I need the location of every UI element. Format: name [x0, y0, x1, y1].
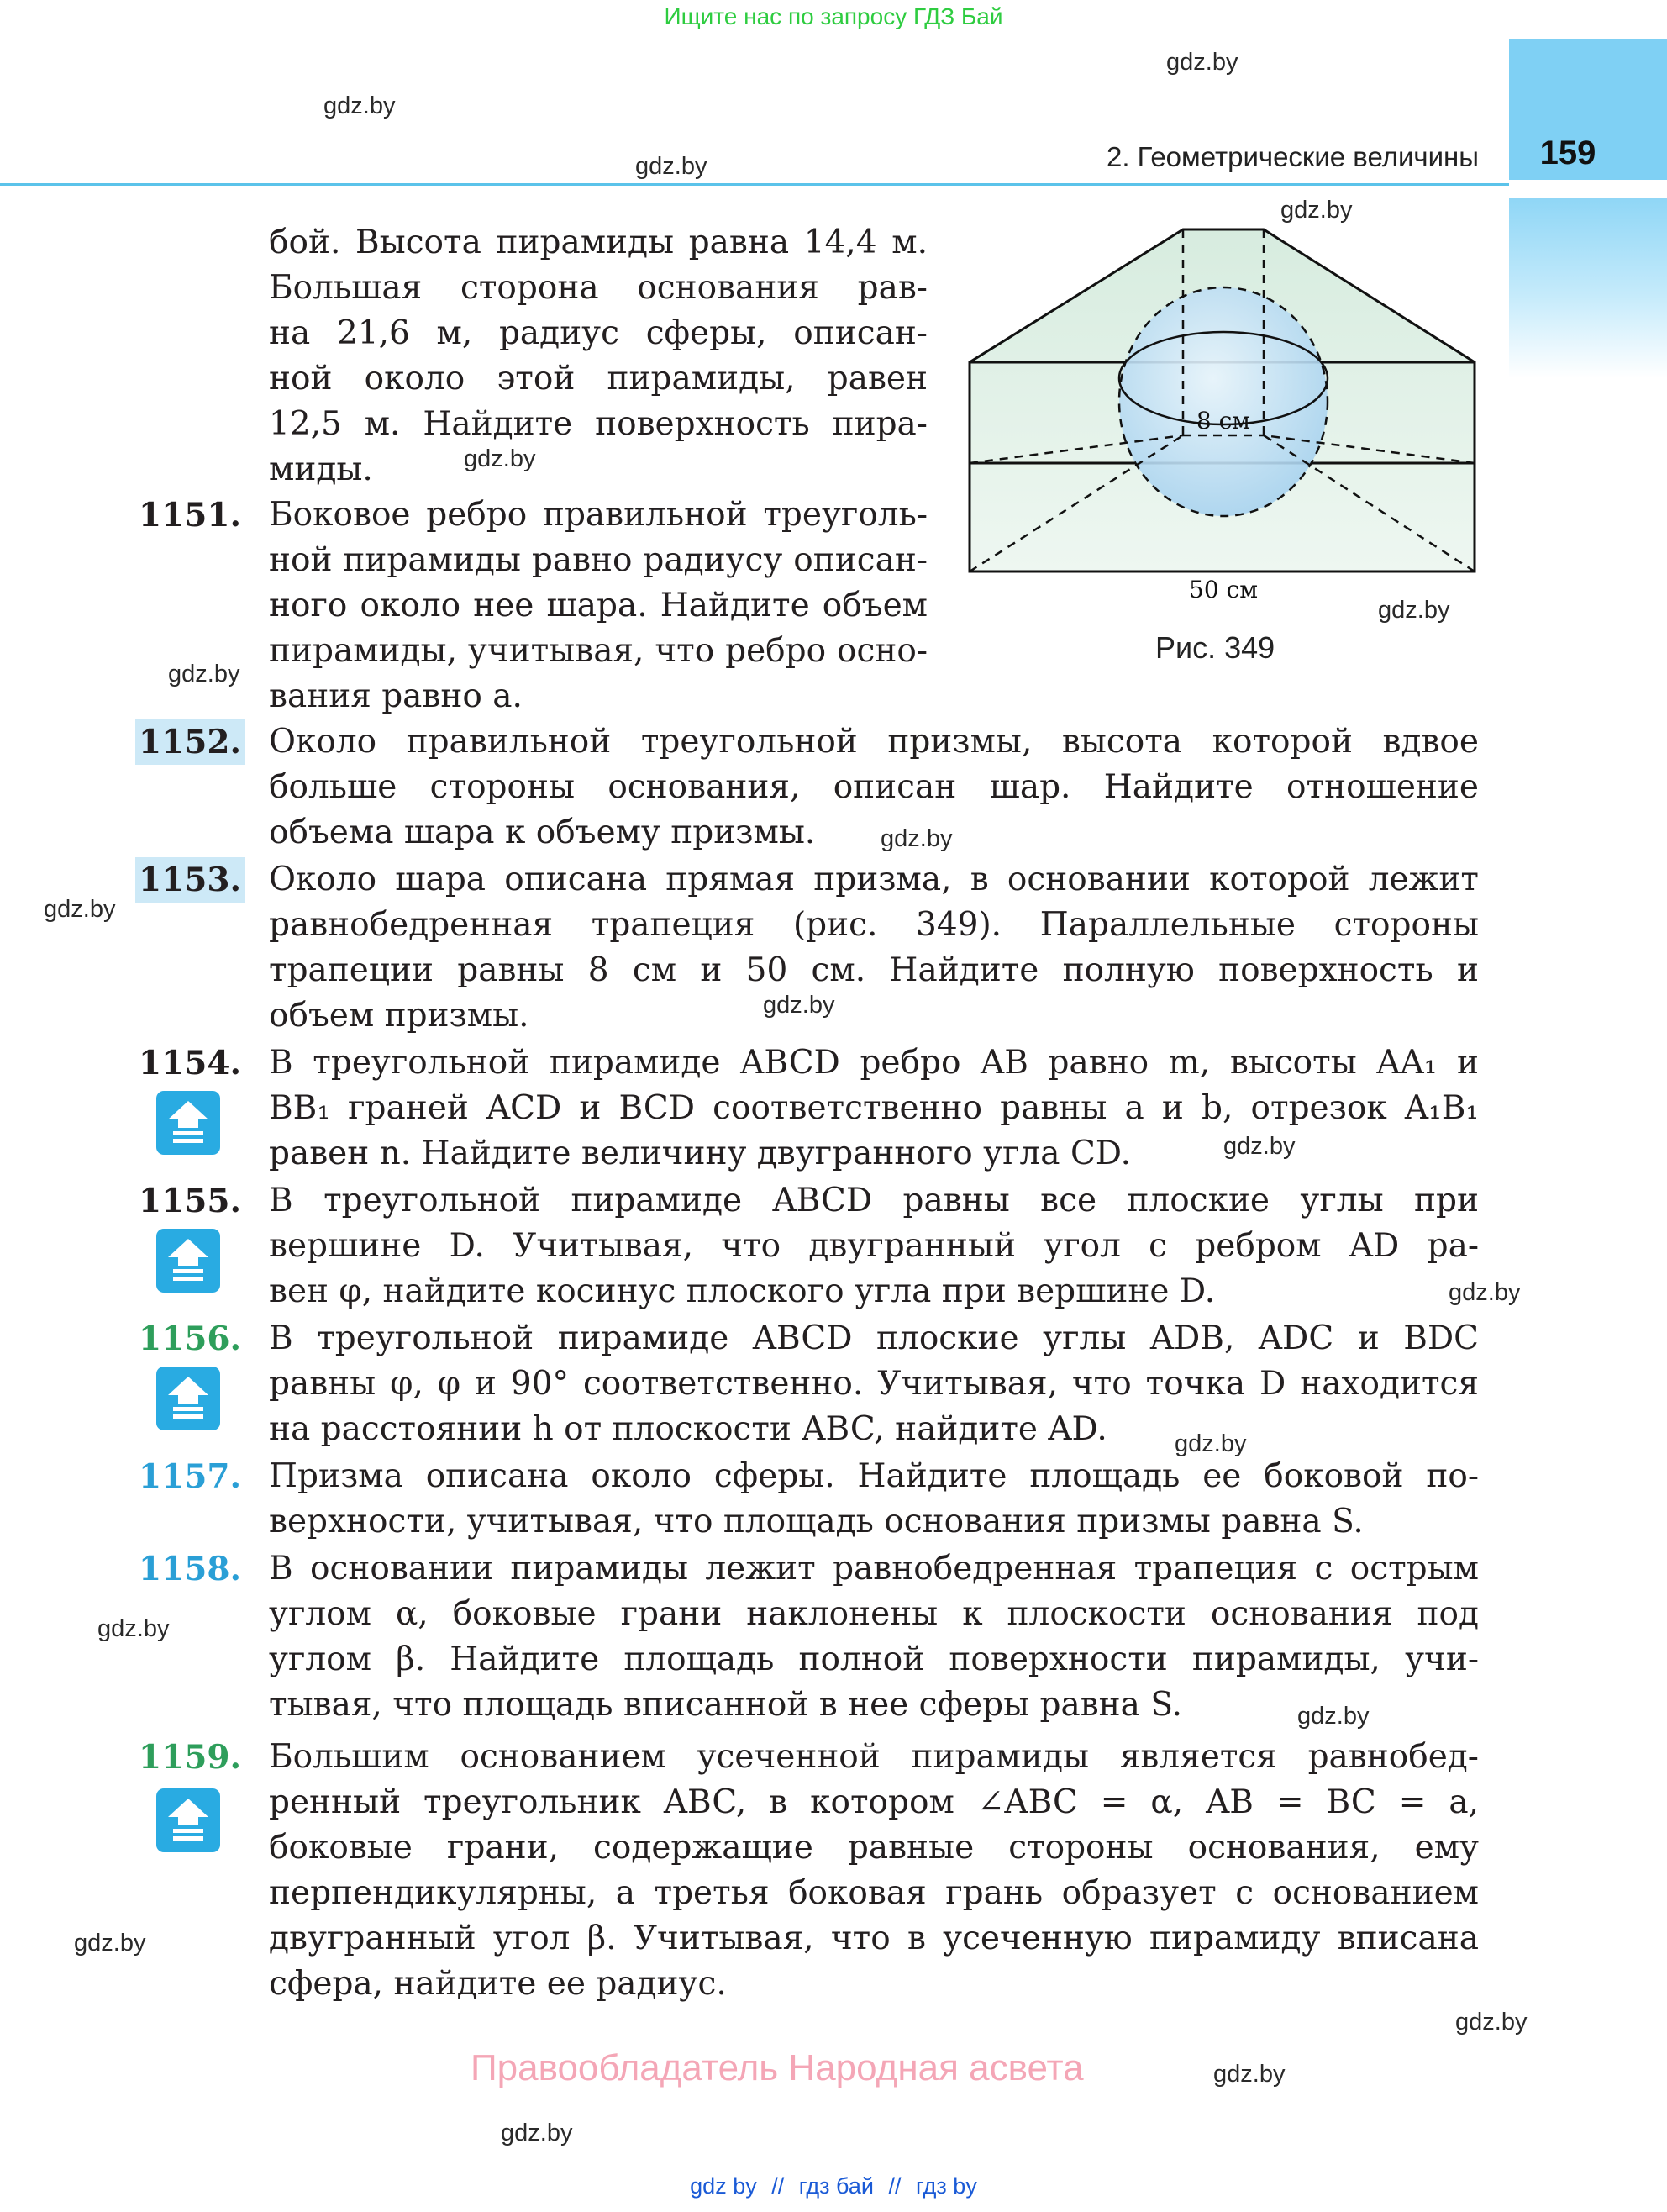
problem-1154: [269, 1040, 1479, 1177]
problem-number-1155: 1155.: [139, 1182, 242, 1220]
text-line: на расстоянии h от плоскости ABC, найдите AD.: [269, 1410, 1107, 1448]
text-line: углом α, боковые грани наклонены к плоскости основания под: [269, 1595, 1479, 1633]
watermark: gdz.by: [97, 1615, 170, 1642]
watermark: gdz.by: [44, 896, 116, 923]
text-line: трапеции равны 8 см и 50 см. Найдите полную поверхность и: [269, 951, 1479, 989]
text-line: ной пирамиды равно радиусу описан-: [269, 541, 928, 579]
watermark: gdz.by: [1449, 1279, 1521, 1306]
text-line: объема шара к объему призмы.: [269, 814, 816, 851]
text-line: перпендикулярны, а третья боковая грань образует с основанием: [269, 1874, 1479, 1912]
text-line: BB₁ граней ACD и BCD соответственно равны a и b, отрезок A₁B₁: [269, 1089, 1479, 1127]
problem-number-1152: 1152.: [135, 719, 245, 765]
text-line: 12,5 м. Найдите поверхность пира-: [269, 405, 928, 443]
sphere: [1119, 287, 1328, 516]
text-line: В основании пирамиды лежит равнобедренная трапеция с острым: [269, 1550, 1479, 1588]
text-line: В треугольной пирамиде ABCD плоские углы ADB, ADC и BDC: [269, 1319, 1479, 1357]
watermark: gdz.by: [464, 445, 536, 472]
problem-number-1159: 1159.: [139, 1738, 242, 1777]
arrow-up-icon: [156, 1229, 220, 1293]
problem-1151: [269, 492, 928, 719]
problem-continuation: [269, 220, 928, 492]
text-line: больше стороны основания, описан шар. Найдите отношение: [269, 768, 1479, 806]
text-line: равны φ, φ и 90° соответственно. Учитывая, что точка D находится: [269, 1365, 1479, 1403]
page-number: 159: [1539, 134, 1596, 171]
watermark: gdz.by: [1213, 2061, 1286, 2088]
problem-number-1151: 1151.: [139, 496, 242, 535]
arrow-up-icon: [156, 1788, 220, 1852]
text-line: боковые грани, содержащие равные стороны основания, ему: [269, 1829, 1479, 1867]
bottom-links: [0, 2173, 1667, 2199]
text-line: вен φ, найдите косинус плоского угла при вершине D.: [269, 1272, 1216, 1310]
text-line: Около правильной треугольной призмы, высота которой вдвое: [269, 723, 1479, 761]
text-line: Большим основанием усеченной пирамиды является равнобед-: [269, 1738, 1479, 1776]
text-line: двугранный угол β. Учитывая, что в усеченную пирамиду вписана: [269, 1920, 1479, 1957]
text-line: Призма описана около сферы. Найдите площадь ее боковой по-: [269, 1457, 1479, 1495]
watermark: gdz.by: [881, 825, 953, 852]
watermark: gdz.by: [1166, 49, 1238, 76]
text-line: на 21,6 м, радиус сферы, описан-: [269, 314, 928, 352]
problem-1159: [269, 1735, 1479, 2007]
problem-number-1156: 1156.: [139, 1319, 242, 1358]
problem-1152: [269, 719, 1479, 856]
link-separator: //: [771, 2173, 785, 2199]
text-line: углом β. Найдите площадь полной поверхности пирамиды, учи-: [269, 1641, 1479, 1678]
problem-1158: [269, 1546, 1479, 1728]
figure-caption: Рис. 349: [1155, 630, 1275, 665]
problem-number-1153: 1153.: [135, 857, 245, 903]
problem-1157: [269, 1454, 1479, 1545]
problem-number-1157: 1157.: [139, 1457, 242, 1496]
arrow-up-icon: [156, 1091, 220, 1155]
footer-link[interactable]: гдз by: [916, 2173, 977, 2199]
watermark: gdz.by: [501, 2120, 573, 2146]
watermark: gdz.by: [1175, 1430, 1247, 1457]
text-line: ной около этой пирамиды, равен: [269, 360, 928, 398]
label-8cm: 8 см: [1196, 407, 1251, 434]
text-line: Около шара описана прямая призма, в основании которой лежит: [269, 861, 1479, 898]
watermark: gdz.by: [74, 1930, 146, 1957]
text-line: сфера, найдите ее радиус.: [269, 1965, 727, 2003]
chapter-title: 2. Геометрические величины: [1106, 141, 1479, 172]
problem-number-1154: 1154.: [139, 1044, 242, 1082]
text-line: вания равно a.: [269, 677, 523, 715]
text-line: объем призмы.: [269, 997, 529, 1035]
link-separator: //: [888, 2173, 902, 2199]
text-line: вершине D. Учитывая, что двугранный угол с ребром AD ра-: [269, 1227, 1479, 1265]
text-line: равен n. Найдите величину двугранного угла CD.: [269, 1135, 1132, 1172]
watermark: gdz.by: [1455, 2009, 1528, 2036]
watermark: gdz.by: [1297, 1703, 1370, 1730]
header-rule: [0, 183, 1509, 186]
text-line: Боковое ребро правильной треуголь-: [269, 496, 928, 534]
arrow-up-icon: [156, 1367, 220, 1430]
text-line: пирамиды, учитывая, что ребро осно-: [269, 632, 928, 670]
text-line: тывая, что площадь вписанной в нее сферы равна S.: [269, 1686, 1183, 1724]
footer-link[interactable]: гдз бай: [798, 2173, 874, 2199]
problem-1156: [269, 1316, 1479, 1452]
text-line: В треугольной пирамиде ABCD равны все плоские углы при: [269, 1182, 1479, 1219]
text-line: бой. Высота пирамиды равна 14,4 м.: [269, 224, 928, 261]
watermark: gdz.by: [1280, 197, 1353, 224]
text-line: В треугольной пирамиде ABCD ребро AB равно m, высоты AA₁ и: [269, 1044, 1479, 1082]
watermark: gdz.by: [168, 661, 240, 687]
watermark: gdz.by: [1378, 597, 1450, 624]
text-line: верхности, учитывая, что площадь основания призмы равна S.: [269, 1503, 1364, 1540]
figure-349: [958, 219, 1496, 614]
watermark: gdz.by: [1223, 1133, 1296, 1160]
footer-link[interactable]: gdz by: [690, 2173, 757, 2199]
watermark: gdz.by: [763, 992, 835, 1019]
search-banner: Ищите нас по запросу ГДЗ Бай: [664, 3, 1003, 29]
label-50cm: 50 см: [1189, 576, 1258, 603]
text-line: Большая сторона основания рав-: [269, 269, 928, 307]
text-line: миды.: [269, 450, 373, 488]
problem-1153: [269, 857, 1479, 1039]
text-line: ренный треугольник ABC, в котором ∠ABC = α, AB = BC = a,: [269, 1783, 1479, 1821]
watermark: gdz.by: [635, 153, 707, 180]
copyright-holder: Правообладатель Народная асвета: [471, 2047, 1084, 2088]
text-line: ного около нее шара. Найдите объем: [269, 587, 928, 624]
problem-number-1158: 1158.: [139, 1550, 242, 1588]
page-tab-gradient: [1509, 198, 1667, 378]
watermark: gdz.by: [323, 92, 396, 119]
text-line: равнобедренная трапеция (рис. 349). Параллельные стороны: [269, 906, 1479, 944]
problem-1155: [269, 1178, 1479, 1314]
